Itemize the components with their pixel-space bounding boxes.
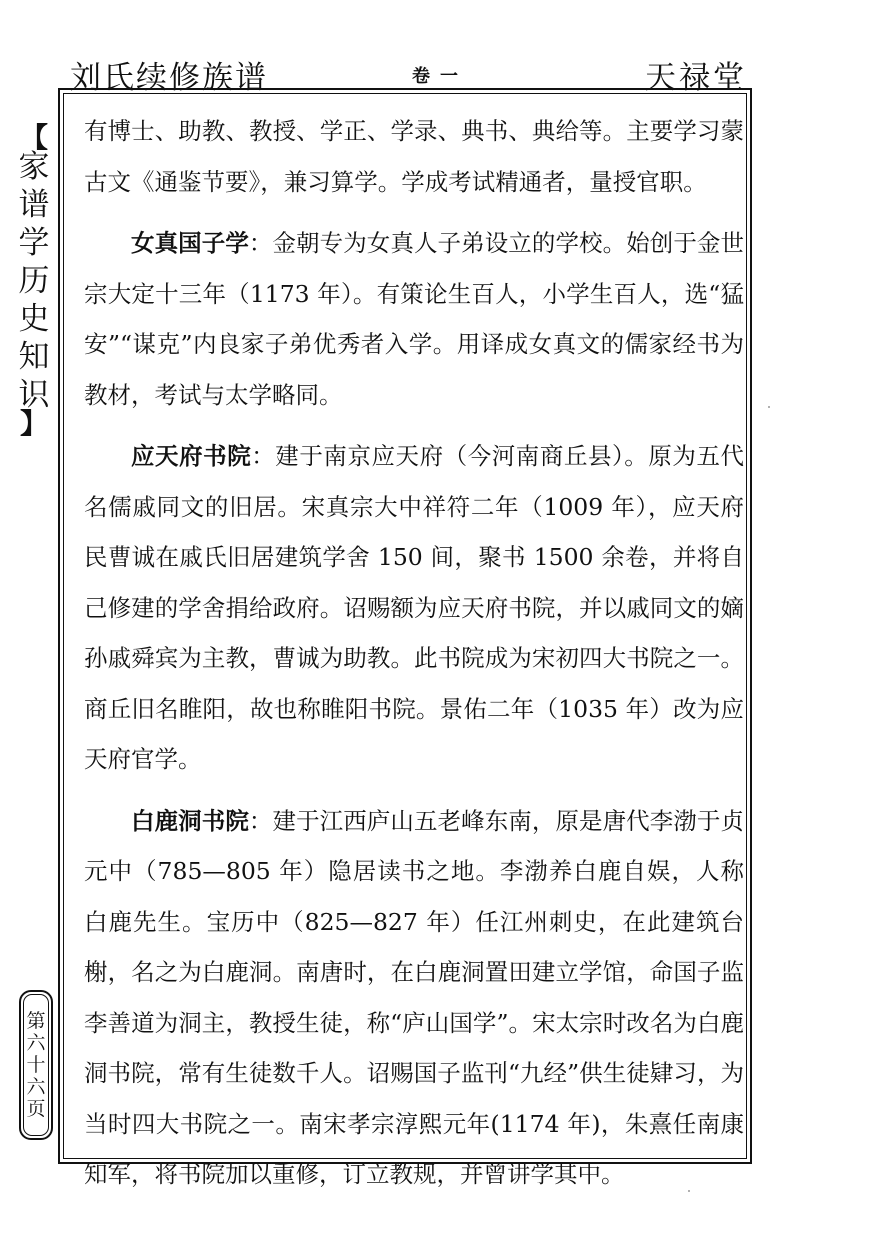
page-number-text — [21, 1010, 51, 1120]
header-volume: 卷一 — [412, 66, 468, 87]
paragraph-text: ：建于江西庐山五老峰东南，原是唐代李渤于贞元中（785—805 年）隐居读书之地。李渤养白鹿自娱，人称白鹿先生。宝历中（825—827 年）任江州刺史，在此建筑台榭，名之为白鹿洞。南唐时，在白鹿洞置田建立学馆，命国子监李善道为洞主，教授生徒，称“庐山国学”。宋太宗时改名为白鹿洞书院，常有生徒数千人。诏赐国子监刊“九经”供生徒肄习，为当时四大书院之一。南宋孝宗淳熙元年(1174 年)，朱熹任南康知军，将书院加以重修，订立教规，并曾讲学其中。 — [84, 806, 745, 1188]
body-text — [84, 106, 744, 1211]
side-title-char: 谱 — [18, 187, 50, 223]
page-header — [0, 48, 888, 96]
header-hall-name: 天禄堂 — [645, 60, 747, 96]
paragraph-term: 应天府书院 — [131, 442, 252, 470]
header-book-title: 刘氏续修族谱 — [70, 60, 268, 96]
page-number-char: 页 — [26, 1098, 46, 1120]
paragraph — [84, 106, 744, 207]
side-title-char: 史 — [18, 301, 50, 337]
side-section-title — [14, 121, 54, 440]
page-number-char: 六 — [26, 1076, 46, 1098]
paragraph-term: 女真国子学 — [131, 229, 249, 257]
side-title-char: 知 — [18, 339, 50, 375]
page-number-char: 六 — [26, 1032, 46, 1054]
page-number-char: 十 — [26, 1054, 46, 1076]
paragraph — [84, 431, 744, 785]
page-number-char: 第 — [26, 1010, 46, 1032]
paragraph — [84, 796, 744, 1200]
page-number-label — [19, 990, 53, 1140]
side-title-char: 家 — [18, 149, 50, 185]
paragraph-text: ：金朝专为女真人子弟设立的学校。始创于金世宗大定十三年（1173 年）。有策论生百人，小学生百人，选“猛安”“谋克”内良家子弟优秀者入学。用译成女真文的儒家经书为教材，考试与太学略同。 — [84, 229, 745, 409]
side-title-chars — [14, 148, 54, 414]
paragraph-text: ：建于南京应天府（今河南商丘县）。原为五代名儒戚同文的旧居。宋真宗大中祥符二年（1009 年），应天府民曹诚在戚氏旧居建筑学舍 150 间，聚书 1500 余卷，并将自己修建的学舍捐给政府。诏赐额为应天府书院，并以戚同文的嫡孙戚舜宾为主教，曹诚为助教。此书院成为宋初四大书院之一。商丘旧名睢阳，故也称睢阳书院。景佑二年（1035 年）改为应天府官学。 — [84, 442, 744, 773]
scan-speck — [768, 406, 770, 408]
side-title-close-bracket: 】 — [19, 407, 48, 440]
paragraph — [84, 218, 744, 420]
paragraph-text: 有博士、助教、教授、学正、学录、典书、典给等。主要学习蒙古文《通鉴节要》，兼习算学。学成考试精通者，量授官职。 — [84, 117, 744, 196]
scan-speck — [688, 1190, 690, 1192]
side-title-open-bracket: 【 — [19, 121, 48, 154]
side-title-char: 学 — [18, 225, 50, 261]
side-title-char: 识 — [18, 377, 50, 413]
paragraph-term: 白鹿洞书院 — [131, 806, 249, 835]
side-title-char: 历 — [18, 263, 50, 299]
